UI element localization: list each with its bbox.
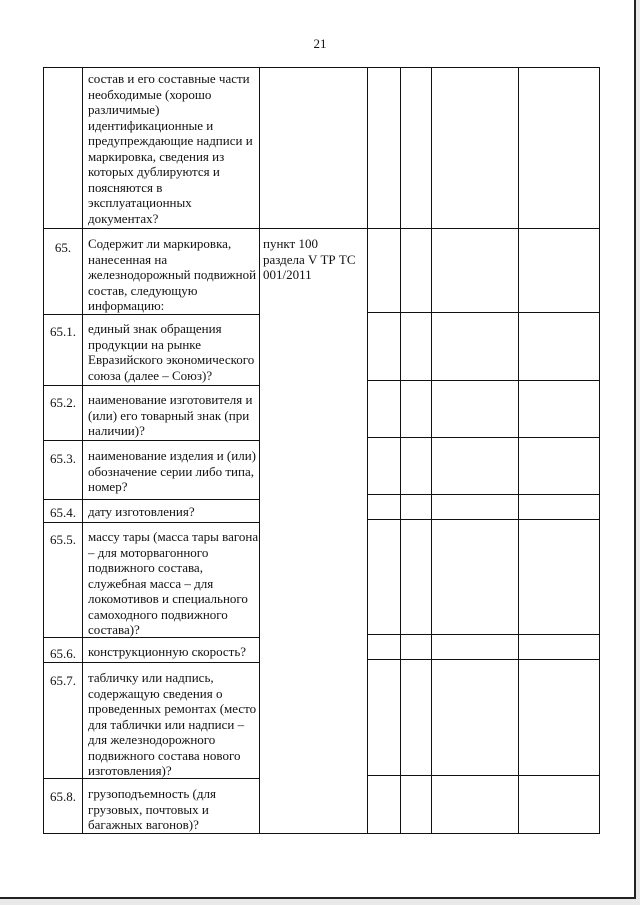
item-number: 65. [54,240,72,255]
grid-line [367,437,600,438]
grid-line [599,67,600,834]
item-number: 65.1. [50,324,76,339]
grid-line [43,228,600,229]
grid-line [43,385,260,386]
grid-line [43,522,260,523]
grid-line [367,519,600,520]
item-number: 65.3. [50,451,76,466]
grid-line [367,67,368,834]
page-number: 21 [313,36,327,51]
question-text: табличку или надпись, содержащую сведения о проведенных ремонтах (место для таблички или надписи – для железнодорожного подвижного состава нового изготовления)? [88,670,257,778]
grid-line [367,312,600,313]
item-number: 65.7. [50,673,76,688]
grid-line [431,67,432,834]
question-text: наименование изготовителя и (или) его товарный знак (при наличии)? [88,392,253,438]
question-text: конструкционную скорость? [88,644,247,659]
grid-line [400,67,401,834]
item-number: 65.4. [50,505,76,520]
grid-line [367,494,600,495]
grid-line [43,440,260,441]
grid-line [43,67,600,68]
question-text: массу тары (масса тары вагона – для моторвагонного подвижного состава, служебная масса – для локомотивов и специального самоходного подвижного состава)? [88,529,259,637]
grid-line [43,833,600,834]
grid-line [367,634,600,635]
grid-line [367,775,600,776]
grid-line [367,659,600,660]
question-text: наименование изделия и (или) обозначение серии либо типа, номер? [88,448,256,494]
item-number: 65.6. [50,646,76,661]
grid-line [43,314,260,315]
item-number: 65.8. [50,789,76,804]
question-text: состав и его составные части необходимые (хорошо различимые) идентификационные и предупреждающие надписи и маркировка, сведения из которых дублируются и поясняются в эксплуатационных документах? [88,71,253,226]
grid-line [367,380,600,381]
item-number: 65.2. [50,395,76,410]
grid-line [82,67,83,834]
grid-line [518,67,519,834]
item-number: 65.5. [50,532,76,547]
grid-line [43,499,260,500]
question-text: дату изготовления? [88,504,195,519]
question-text: Содержит ли маркировка, нанесенная на железнодорожный подвижной состав, следующую информацию: [88,236,257,313]
question-text: грузоподъемность (для грузовых, почтовых и багажных вагонов)? [88,786,216,832]
question-text: единый знак обращения продукции на рынке Евразийского экономического союза (далее – Союз)? [88,321,255,383]
grid-line [43,662,260,663]
legal-reference: пункт 100 раздела V ТР ТС 001/2011 [263,236,356,282]
